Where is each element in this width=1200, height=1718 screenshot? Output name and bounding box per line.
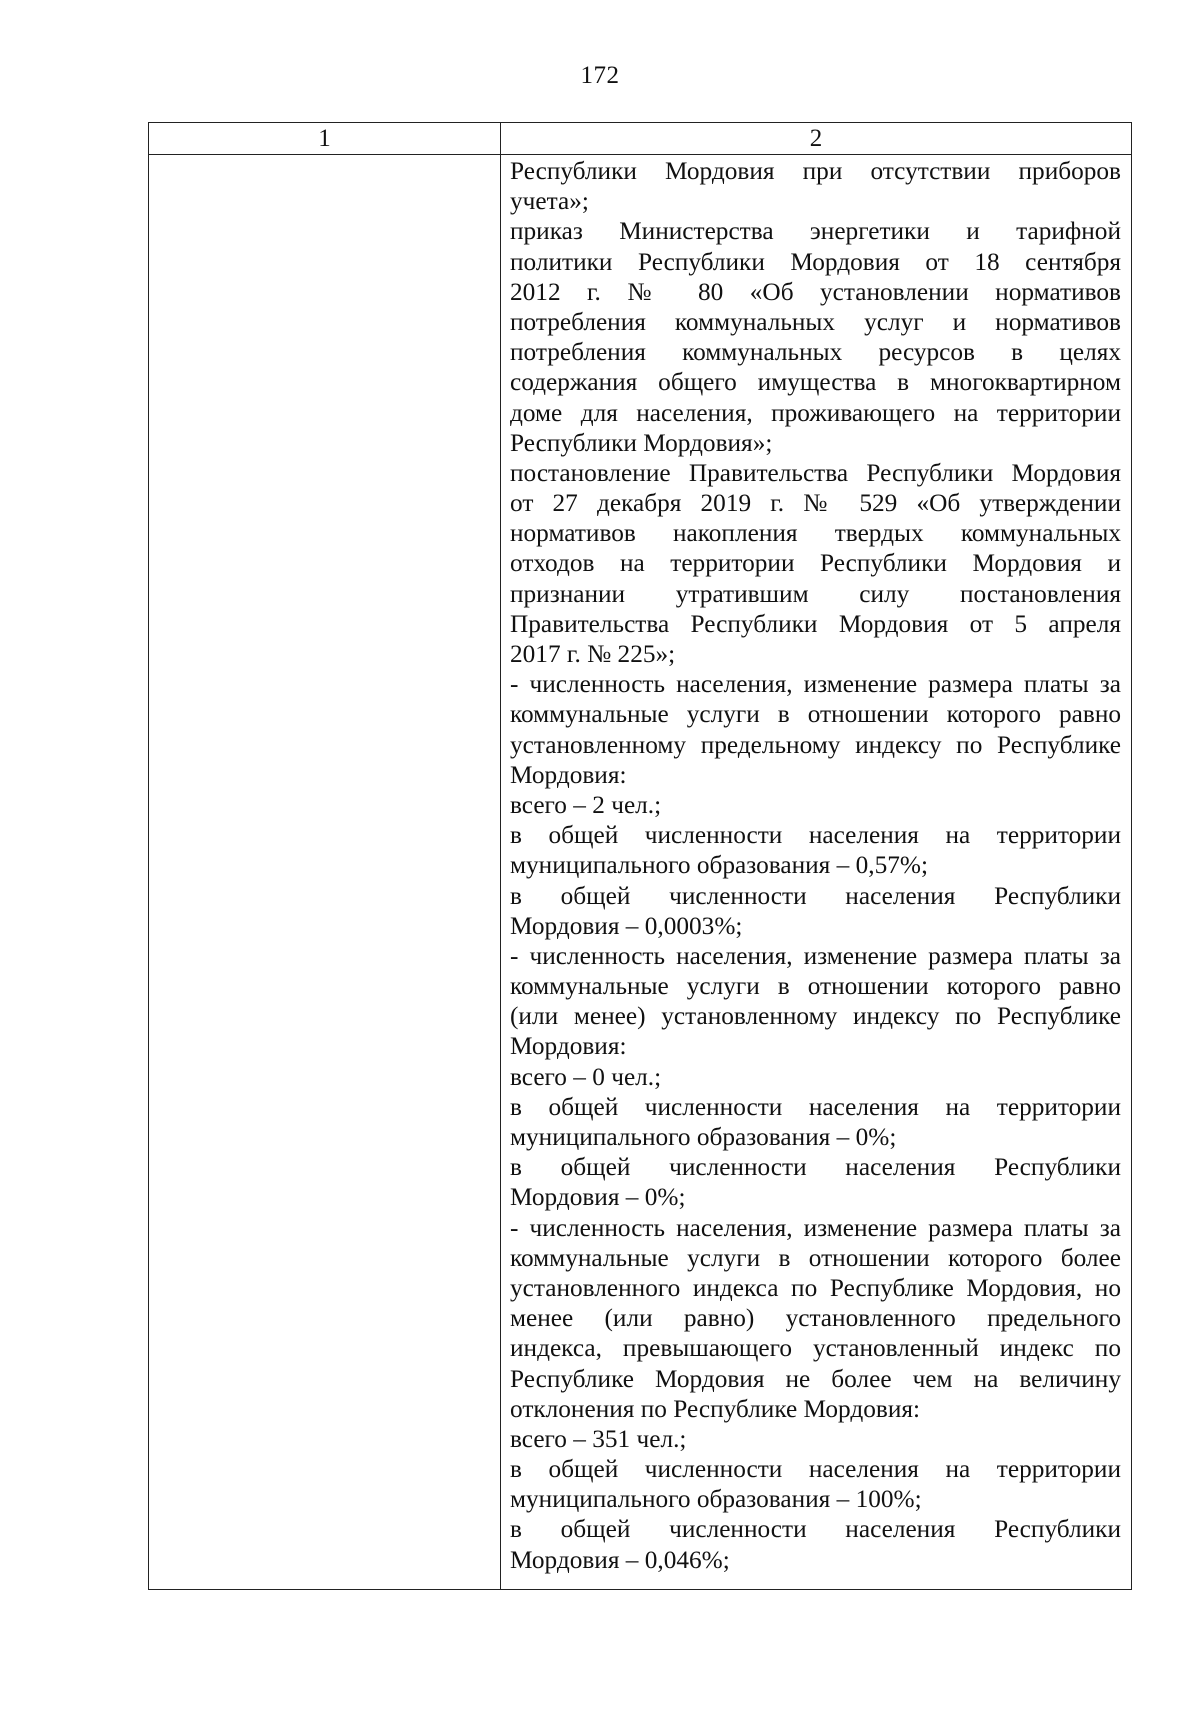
text-line: в общей численности населения Республики bbox=[510, 1153, 1121, 1182]
text-line: в общей численности населения на территории bbox=[510, 821, 1121, 850]
text-line: Правительства Республики Мордовия от 5 апреля bbox=[510, 609, 1121, 638]
text-line: содержания общего имущества в многоквартирном bbox=[510, 368, 1121, 397]
column-2-text bbox=[510, 156, 1121, 1575]
text-line: отходов на территории Республики Мордовия и bbox=[510, 549, 1121, 578]
text-line: в общей численности населения Республики bbox=[510, 881, 1121, 910]
text-line: муниципального образования – 0,57%; bbox=[510, 851, 928, 880]
text-line: в общей численности населения на территории bbox=[510, 1092, 1121, 1121]
text-line: Республике Мордовия не более чем на величину bbox=[510, 1364, 1121, 1393]
text-line: Мордовия – 0%; bbox=[510, 1183, 686, 1212]
text-line: нормативов накопления твердых коммунальных bbox=[510, 519, 1121, 548]
page-number: 172 bbox=[580, 62, 620, 89]
text-line: Мордовия: bbox=[510, 1032, 627, 1061]
text-line: постановление Правительства Республики Мордовия bbox=[510, 458, 1121, 487]
text-line: муниципального образования – 100%; bbox=[510, 1485, 922, 1514]
table-header-row bbox=[149, 123, 1131, 155]
text-line: коммунальные услуги в отношении которого равно bbox=[510, 972, 1121, 1001]
text-line: коммунальные услуги в отношении которого более bbox=[510, 1243, 1121, 1272]
text-line: всего – 351 чел.; bbox=[510, 1424, 687, 1453]
text-line: установленного индекса по Республике Мордовия, но bbox=[510, 1273, 1121, 1302]
column-2-header: 2 bbox=[809, 125, 823, 152]
text-line: индекса, превышающего установленный индекс по bbox=[510, 1334, 1121, 1363]
text-line: признании утратившим силу постановления bbox=[510, 579, 1121, 608]
text-line: Мордовия – 0,0003%; bbox=[510, 911, 743, 940]
text-line: потребления коммунальных услуг и нормативов bbox=[510, 307, 1121, 336]
text-line: 2012 г. № 80 «Об установлении нормативов bbox=[510, 277, 1121, 306]
text-line: отклонения по Республике Мордовия: bbox=[510, 1394, 921, 1423]
text-line: всего – 0 чел.; bbox=[510, 1062, 662, 1091]
text-line: 2017 г. № 225»; bbox=[510, 640, 676, 668]
text-line: муниципального образования – 0%; bbox=[510, 1123, 897, 1151]
text-line: учета»; bbox=[510, 187, 589, 216]
text-line: Республики Мордовия при отсутствии приборов bbox=[510, 157, 1121, 185]
column-divider bbox=[500, 123, 501, 1589]
text-line: менее (или равно) установленного предельного bbox=[510, 1304, 1121, 1333]
text-line: доме для населения, проживающего на территории bbox=[510, 398, 1121, 427]
text-line: Мордовия: bbox=[510, 760, 627, 789]
text-line: Мордовия – 0,046%; bbox=[510, 1545, 730, 1574]
text-line: всего – 2 чел.; bbox=[510, 790, 662, 819]
text-line: потребления коммунальных ресурсов в целях bbox=[510, 338, 1121, 367]
text-line: - численность населения, изменение размера платы за bbox=[510, 941, 1121, 970]
text-line: политики Республики Мордовия от 18 сентября bbox=[510, 247, 1121, 276]
text-line: от 27 декабря 2019 г. № 529 «Об утверждении bbox=[510, 489, 1121, 518]
text-line: в общей численности населения на территории bbox=[510, 1455, 1121, 1484]
text-line: установленному предельному индексу по Республике bbox=[510, 730, 1121, 759]
text-line: (или менее) установленному индексу по Республике bbox=[510, 1002, 1121, 1031]
document-table bbox=[148, 122, 1132, 1590]
text-line: - численность населения, изменение размера платы за bbox=[510, 670, 1121, 699]
text-line: в общей численности населения Республики bbox=[510, 1515, 1121, 1544]
text-line: - численность населения, изменение размера платы за bbox=[510, 1213, 1121, 1242]
text-line: Республики Мордовия»; bbox=[510, 428, 773, 457]
text-line: коммунальные услуги в отношении которого равно bbox=[510, 700, 1121, 729]
column-1-header: 1 bbox=[318, 125, 331, 152]
text-line: приказ Министерства энергетики и тарифной bbox=[510, 217, 1121, 246]
